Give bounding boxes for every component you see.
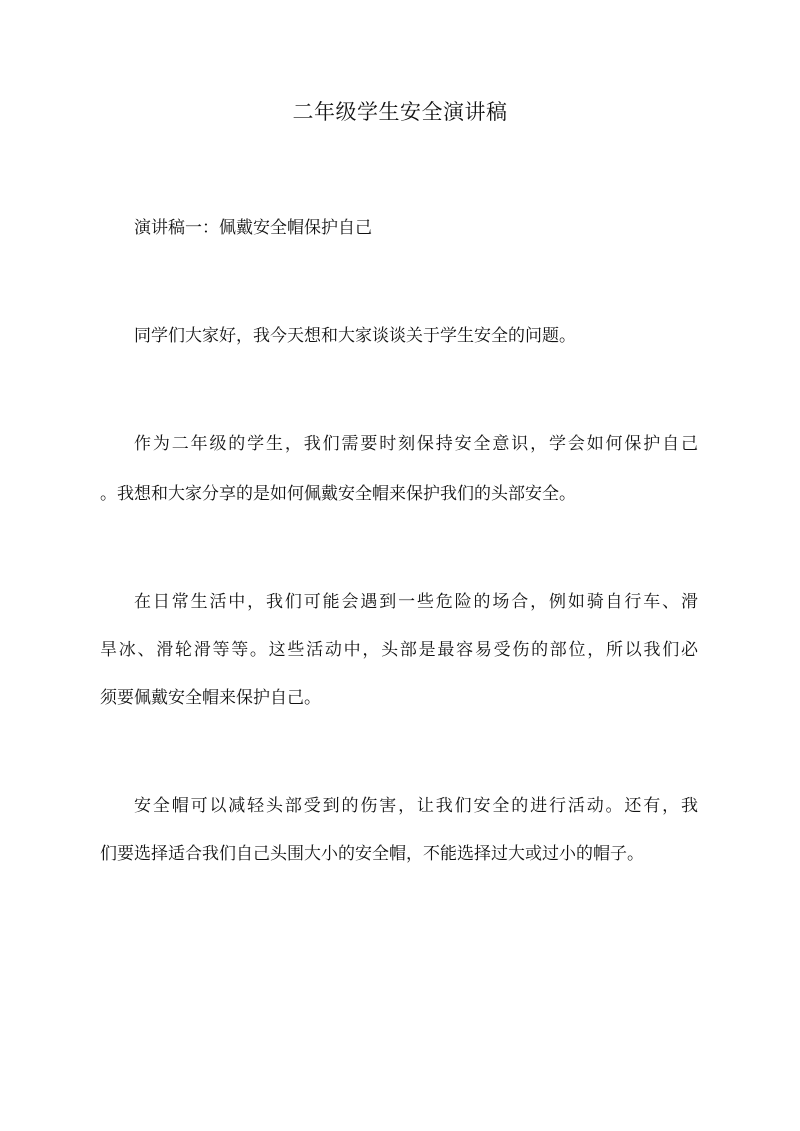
- paragraph-3-line-2: 旱冰、滑轮滑等等。这些活动中，头部是最容易受伤的部位，所以我们必: [100, 640, 698, 660]
- paragraph-2-line-2: 。我想和大家分享的是如何佩戴安全帽来保护我们的头部安全。: [100, 484, 576, 504]
- document-title: 二年级学生安全演讲稿: [292, 100, 508, 124]
- paragraph-3-line-3: 须要佩戴安全帽来保护自己。: [100, 688, 321, 708]
- paragraph-3-line-1: 在日常生活中，我们可能会遇到一些危险的场合，例如骑自行车、滑: [134, 592, 698, 612]
- paragraph-2-line-1: 作为二年级的学生，我们需要时刻保持安全意识，学会如何保护自己: [134, 434, 698, 454]
- section-subtitle: 演讲稿一：佩戴安全帽保护自己: [134, 218, 372, 238]
- paragraph-4-line-1: 安全帽可以减轻头部受到的伤害，让我们安全的进行活动。还有，我: [134, 796, 698, 816]
- paragraph-4-line-2: 们要选择适合我们自己头围大小的安全帽，不能选择过大或过小的帽子。: [100, 844, 644, 864]
- paragraph-1-line-1: 同学们大家好，我今天想和大家谈谈关于学生安全的问题。: [134, 326, 576, 346]
